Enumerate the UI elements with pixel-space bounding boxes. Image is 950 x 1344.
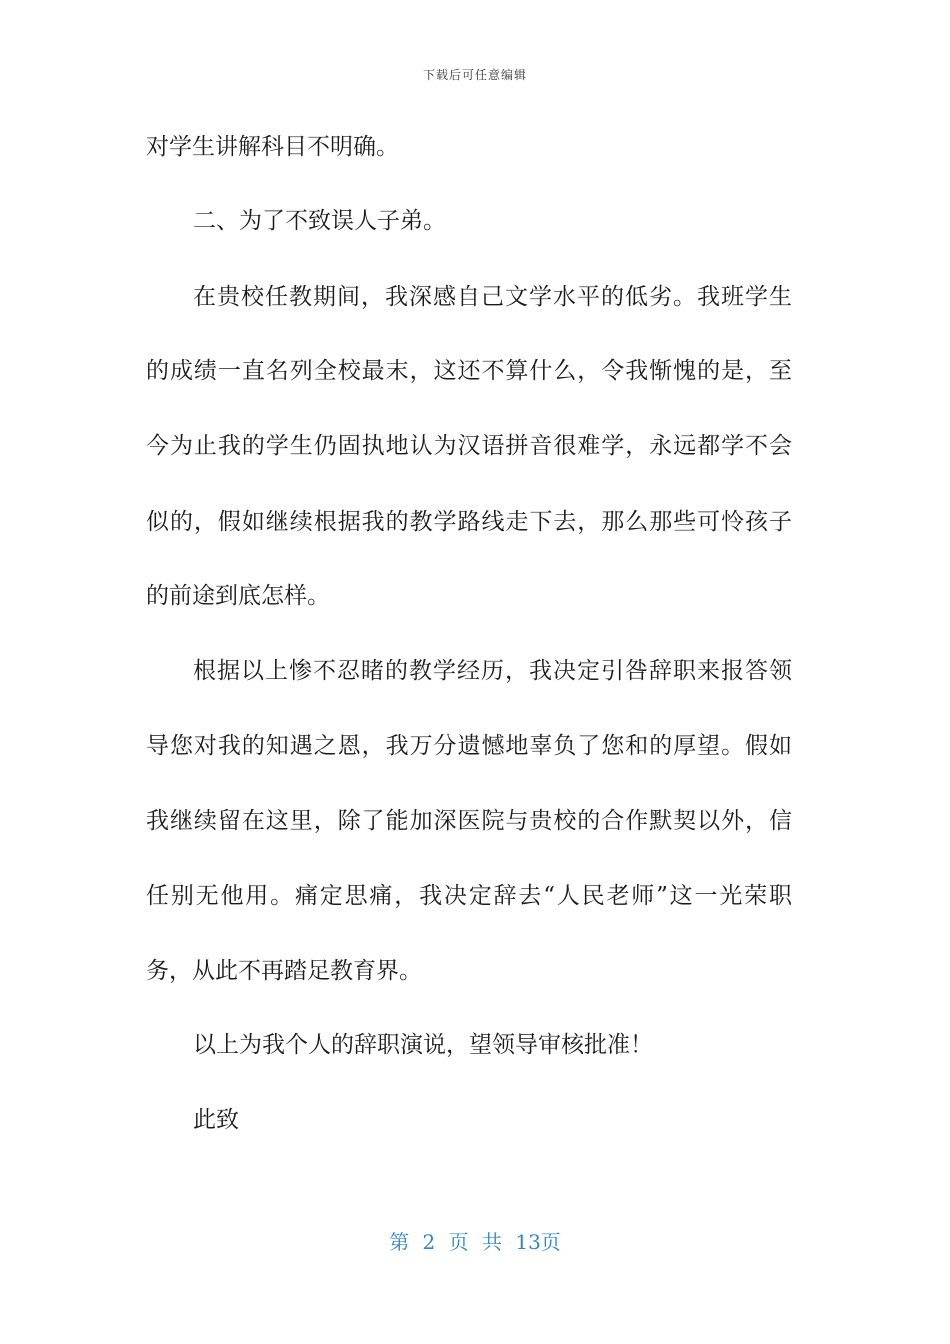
closing-salutation: 此致 xyxy=(193,1107,239,1133)
page-footer xyxy=(0,1226,950,1255)
text-line: 今为止我的学生仍固执地认为汉语拼音很难学，永远都学不会 xyxy=(146,433,792,459)
text-line: 导您对我的知遇之恩，我万分遗憾地辜负了您和的厚望。假如 xyxy=(146,733,792,759)
page-label-prefix: 第 xyxy=(389,1230,410,1254)
total-pages: 13页 xyxy=(515,1230,561,1254)
text-line: 务，从此不再踏足教育界。 xyxy=(146,958,422,984)
text-line: 以上为我个人的辞职演说，望领导审核批准！ xyxy=(193,1032,653,1058)
text-line: 我继续留在这里，除了能加深医院与贵校的合作默契以外，信 xyxy=(146,808,792,834)
page-label-mid: 页 xyxy=(448,1230,469,1254)
text-line: 似的，假如继续根据我的教学路线走下去，那么那些可怜孩子 xyxy=(146,509,792,535)
total-label: 共 xyxy=(482,1230,502,1254)
text-line: 任别无他用。痛定思痛，我决定辞去“人民老师”这一光荣职 xyxy=(146,883,792,909)
header-note: 下载后可任意编辑 xyxy=(422,68,527,82)
section-heading: 二、为了不致误人子弟。 xyxy=(193,208,446,234)
text-line: 的成绩一直名列全校最末，这还不算什么，令我惭愧的是，至 xyxy=(146,358,792,384)
page-number: 2 xyxy=(422,1230,436,1254)
text-line: 在贵校任教期间，我深感自己文学水平的低劣。我班学生 xyxy=(193,284,792,310)
text-line: 根据以上惨不忍睹的教学经历，我决定引咎辞职来报答领 xyxy=(193,658,792,684)
text-line: 的前途到底怎样。 xyxy=(146,583,330,609)
text-line: 对学生讲解科目不明确。 xyxy=(146,134,399,160)
